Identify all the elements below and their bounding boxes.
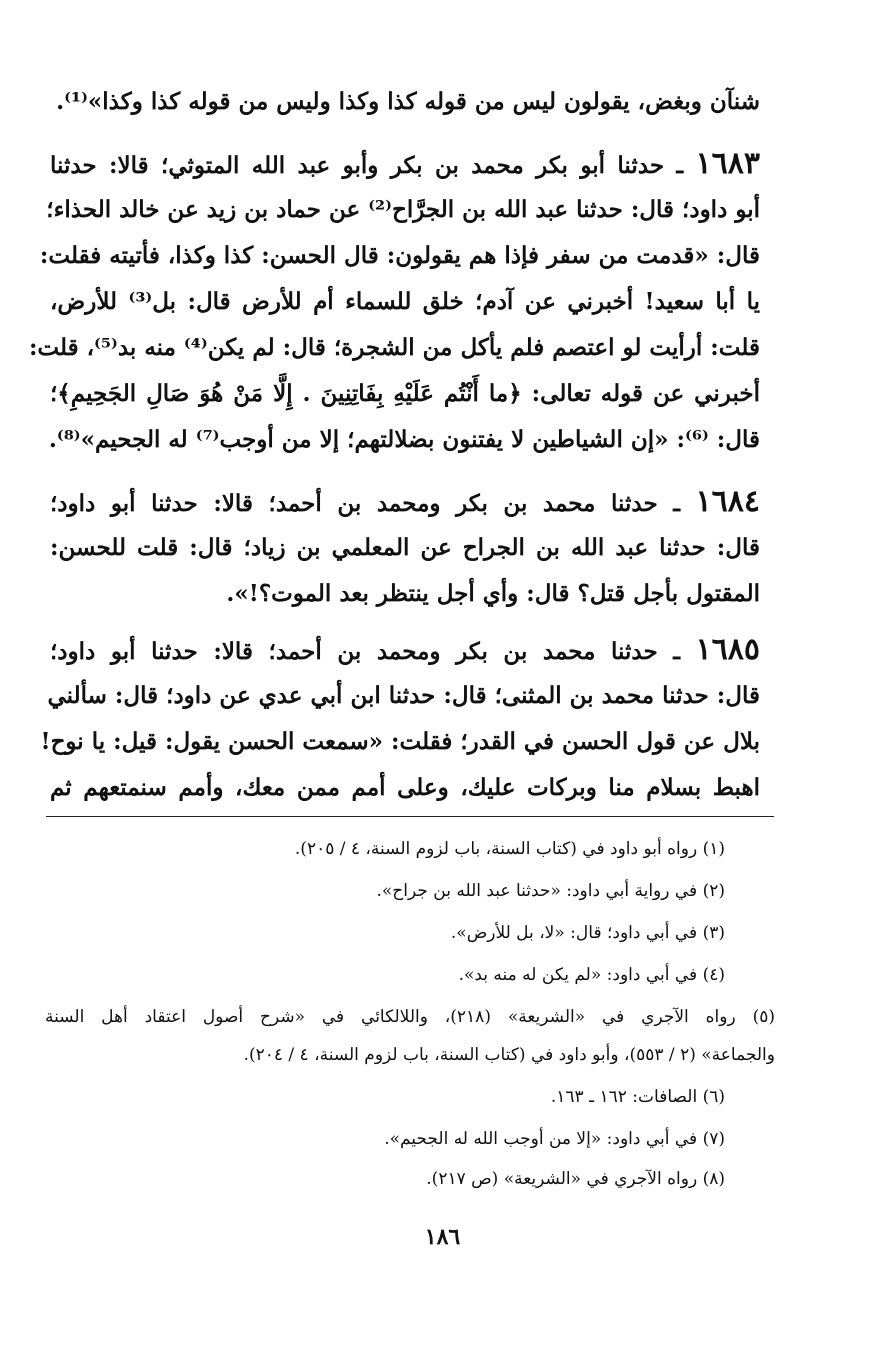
hadith-1683-line-1: ١٦٨٣ ـ حدثنا أبو بكر محمد بن بكر وأبو عبد الله المتوثي؛ قالا: حدثنا [50,146,760,181]
hadith-1684-line-2: قال: حدثنا عبد الله بن الجراح عن المعلمي بن زياد؛ قال: قلت للحسن: [50,534,760,561]
hadith-number-1683: ١٦٨٣ [695,146,760,181]
footnote-1: (١) رواه أبو داود في (كتاب السنة، باب لزوم السنة، ٤ / ٢٠٥). [294,839,725,859]
footnote-2: (٢) في رواية أبي داود: «حدثنا عبد الله بن جراح». [376,881,725,901]
body-line-1: شنآن وبغض، يقولون ليس من قوله كذا وكذا وليس من قوله كذا وكذا»⁽¹⁾. [56,88,760,115]
footnote-8: (٨) رواه الآجري في «الشريعة» (ص ٢١٧). [426,1169,725,1189]
hadith-1683-line-4: يا أبا سعيد! أخبرني عن آدم؛ خلق للسماء أم للأرض قال: بل⁽³⁾ للأرض، [50,288,760,315]
footnote-3: (٣) في أبي داود؛ قال: «لا، بل للأرض». [450,923,725,943]
hadith-1684-line-3: المقتول بأجل قتل؟ قال: وأي أجل ينتظر بعد الموت؟!». [226,580,760,607]
footnote-5-continued: والجماعة» (٢ / ٥٥٣)، وأبو داود في (كتاب السنة، باب لزوم السنة، ٤ / ٢٠٤). [243,1045,775,1065]
footnote-5: (٥) رواه الآجري في «الشريعة» (٢١٨)، واللالكائي في «شرح أصول اعتقاد أهل السنة [45,1007,775,1027]
hadith-1683-line-3: قال: «قدمت من سفر فإذا هم يقولون: قال الحسن: كذا وكذا، فأتيته فقلت: [39,242,760,269]
hadith-1683-line-6: أخبرني عن قوله تعالى: ﴿ما أَنْتُم عَلَيْهِ بِفَاتِنِينَ . إِلَّا مَنْ هُوَ صَالِ الجَحِيمِ﴾؛ [50,380,760,407]
hadith-1685-line-3: بلال عن قول الحسن في القدر؛ فقلت: «سمعت الحسن يقول: قيل: يا نوح! [40,728,760,755]
page-number: ١٨٦ [424,1224,461,1250]
hadith-1685-line-1: ١٦٨٥ ـ حدثنا محمد بن بكر ومحمد بن أحمد؛ قالا: حدثنا أبو داود؛ [50,632,760,667]
footnote-separator [46,816,774,817]
hadith-1683-line-5: قلت: أرأيت لو اعتصم فلم يأكل من الشجرة؛ قال: لم يكن⁽⁴⁾ منه بد⁽⁵⁾، قلت: [28,334,760,361]
footnote-7: (٧) في أبي داود: «إلا من أوجب الله له الجحيم». [384,1129,725,1149]
footnote-6: (٦) الصافات: ١٦٢ ـ ١٦٣. [550,1087,725,1107]
hadith-number-1684: ١٦٨٤ [695,484,760,519]
hadith-1685-line-2: قال: حدثنا محمد بن المثنى؛ قال: حدثنا ابن أبي عدي عن داود؛ قال: سألني [47,682,760,709]
hadith-1683-line-2: أبو داود؛ قال: حدثنا عبد الله بن الجرَّاح⁽²⁾ عن حماد بن زيد عن خالد الحذاء؛ [46,196,760,223]
hadith-1684-line-1: ١٦٨٤ ـ حدثنا محمد بن بكر ومحمد بن أحمد؛ قالا: حدثنا أبو داود؛ [50,484,760,519]
hadith-1683-line-7: قال: ⁽⁶⁾: «إن الشياطين لا يفتنون بضلالتهم؛ إلا من أوجب⁽⁷⁾ له الجحيم»⁽⁸⁾. [48,426,760,453]
hadith-number-1685: ١٦٨٥ [695,632,760,667]
footnote-4: (٤) في أبي داود: «لم يكن له منه بد». [458,965,725,985]
hadith-1685-line-4: اهبط بسلام منا وبركات عليك، وعلى أمم ممن معك، وأمم سنمتعهم ثم [50,774,760,801]
